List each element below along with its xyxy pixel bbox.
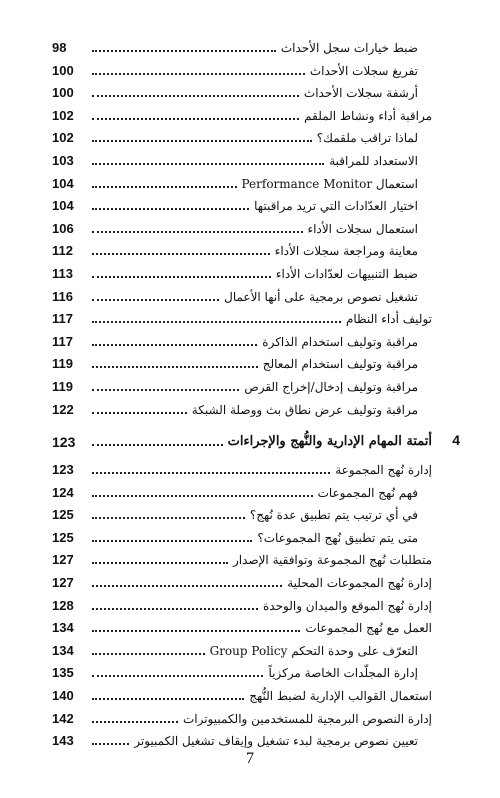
- dot-leader: [92, 365, 258, 368]
- toc-entry-title: اختيار العدّادات التي تريد مراقبتها: [254, 199, 418, 214]
- dot-leader: [92, 516, 245, 519]
- toc-entry: [0, 616, 500, 636]
- toc-entry-page: 112: [52, 243, 73, 259]
- toc-entry-page: 98: [52, 40, 67, 55]
- toc-entry: [0, 81, 500, 101]
- toc-entry-page: 127: [52, 552, 74, 568]
- toc-entry: [0, 594, 500, 614]
- toc-entry: [0, 239, 500, 259]
- toc-entry-page: 113: [52, 266, 73, 281]
- toc-entry: [0, 104, 500, 124]
- toc-entry-title: الاستعداد للمراقبة: [329, 154, 418, 168]
- toc-entry-title: إدارة النصوص البرمجية للمستخدمين والكمبيوترات: [182, 711, 432, 726]
- dot-leader: [92, 607, 258, 610]
- toc-entry-page: 106: [52, 220, 74, 236]
- dot-leader: [92, 720, 178, 723]
- dot-leader: [92, 629, 300, 632]
- toc-entry-title: مراقبة أداء ونشاط الملقم: [304, 108, 432, 123]
- dot-leader: [92, 652, 205, 655]
- dot-leader: [92, 539, 252, 542]
- toc-entry-title: مراقبة وتوليف استخدام الذاكرة: [262, 334, 418, 349]
- page-number: 7: [246, 750, 254, 767]
- toc-entry-title: تفريغ سجلات الأحداث: [309, 63, 418, 78]
- toc-entry-title: استعمال القوالب الإدارية لضبط النُّهج: [249, 689, 432, 703]
- toc-entry-page: 100: [52, 85, 74, 101]
- dot-leader: [92, 443, 223, 446]
- toc-entry: [0, 526, 500, 546]
- toc-entry-page: 117: [52, 311, 73, 327]
- dot-leader: [92, 49, 276, 52]
- toc-entry-title: إدارة نُهج المجموعة: [335, 463, 432, 477]
- dot-leader: [92, 320, 341, 323]
- toc-entry: [0, 126, 500, 146]
- toc-entry: [0, 194, 500, 214]
- dot-leader: [92, 185, 237, 188]
- toc-entry-title: مراقبة وتوليف إدخال/إخراج القرص: [244, 380, 418, 394]
- toc-entry: [0, 352, 500, 372]
- toc-entry-page: 125: [52, 507, 74, 523]
- toc-entry-page: 100: [52, 62, 74, 78]
- dot-leader: [92, 72, 305, 75]
- toc-entry-page: 102: [52, 107, 74, 123]
- dot-leader: [92, 411, 187, 414]
- toc-entry-title: إدارة نُهج المجموعات المحلية: [287, 576, 432, 590]
- toc-entry: [0, 375, 500, 395]
- toc-entry-page: 117: [52, 333, 73, 349]
- toc-entry: [0, 548, 500, 568]
- toc-entry: [0, 172, 500, 192]
- toc-entry: [0, 503, 500, 523]
- dot-leader: [92, 275, 271, 278]
- dot-leader: [92, 584, 282, 587]
- toc-entry: [0, 661, 500, 681]
- chapter-title: أتمتة المهام الإدارية والنُّهج والإجراءات: [227, 434, 432, 449]
- toc-entry-title: إدارة نُهج الموقع والميدان والوحدة: [263, 598, 432, 613]
- toc-entry-page: 122: [52, 401, 74, 417]
- chapter-number: 4: [452, 432, 460, 448]
- dot-leader: [92, 207, 249, 210]
- dot-leader: [92, 697, 244, 700]
- toc-entry-title: استعمال سجلات الأداء: [307, 221, 418, 236]
- toc-entry-page: 142: [52, 710, 74, 726]
- toc-entry-title: مراقبة وتوليف استخدام المعالج: [262, 357, 418, 372]
- toc-entry-page: 119: [52, 379, 73, 394]
- toc-entry: [0, 285, 500, 305]
- dot-leader: [92, 298, 219, 301]
- toc-entry-title: ضبط التنبيهات لعدّادات الأداء: [275, 267, 418, 281]
- toc-entry-page: 116: [52, 288, 73, 304]
- toc-entry-title: في أي ترتيب يتم تطبيق عدة نُهج؟: [249, 508, 418, 523]
- toc-entry-title: متطلبات نُهج المجموعة وتوافقية الإصدار: [232, 553, 432, 568]
- toc-entry: [0, 398, 500, 418]
- toc-entry-title: مراقبة وتوليف عرض نطاق بث ووصلة الشبكة: [191, 402, 418, 417]
- toc-entry-title: لماذا تراقب ملقمك؟: [316, 131, 418, 146]
- toc-entry: [0, 458, 500, 478]
- dot-leader: [92, 388, 239, 391]
- toc-entry-title: تشغيل نصوص برمجية على أنها الأعمال: [224, 289, 418, 304]
- toc-entry-title: توليف أداء النظام: [345, 312, 432, 327]
- toc-entry: [0, 481, 500, 501]
- toc-entry-page: 119: [52, 356, 73, 372]
- toc-entry-title: استعمال Performance Monitor: [241, 176, 418, 191]
- dot-leader: [92, 162, 324, 165]
- toc-entry: [0, 36, 500, 56]
- dot-leader: [92, 561, 228, 564]
- dot-leader: [92, 742, 129, 745]
- toc-entry-title: العمل مع نُهج المجموعات: [305, 621, 432, 636]
- toc-entry: [0, 639, 500, 659]
- toc-entry-page: 104: [52, 175, 74, 191]
- toc-entry-title: إدارة المجلّدات الخاصة مركزياً: [268, 666, 418, 681]
- toc-entry: [0, 571, 500, 591]
- toc-entry-title: ضبط خيارات سجل الأحداث: [280, 41, 418, 55]
- toc-entry: [0, 307, 500, 327]
- toc-entry: [0, 217, 500, 237]
- toc-entry-page: 102: [52, 130, 74, 146]
- toc-entry-page: 140: [52, 688, 74, 703]
- toc-entry: [0, 707, 500, 727]
- dot-leader: [92, 252, 270, 255]
- toc-entry-page: 127: [52, 575, 74, 590]
- toc-entry-page: 123: [52, 462, 74, 477]
- toc-entry-page: 143: [52, 733, 74, 749]
- dot-leader: [92, 230, 303, 233]
- toc-entry-title: متى يتم تطبيق نُهج المجموعات؟: [257, 530, 418, 545]
- toc-entry-page: 135: [52, 665, 74, 681]
- toc-entry: [0, 330, 500, 350]
- toc-entry-page: 134: [52, 642, 74, 658]
- toc-entry-page: 104: [52, 198, 74, 214]
- dot-leader: [92, 117, 299, 120]
- toc-entry-page: 125: [52, 529, 74, 545]
- chapter-page-number: 123: [52, 434, 76, 450]
- dot-leader: [92, 471, 330, 474]
- toc-entry: [0, 59, 500, 79]
- toc-entry-page: 128: [52, 597, 74, 613]
- toc-entry-title: التعرّف على وحدة التحكم Group Policy: [209, 643, 418, 658]
- toc-entry: [0, 729, 500, 749]
- toc-entry-page: 134: [52, 620, 74, 636]
- dot-leader: [92, 674, 263, 677]
- toc-entry-title: معاينة ومراجعة سجلات الأداء: [274, 244, 418, 259]
- toc-entry-title: أرشفة سجلات الأحداث: [303, 86, 418, 101]
- toc-entry-title: فهم نُهج المجموعات: [317, 485, 418, 500]
- toc-entry-title: تعيين نصوص برمجية لبدء تشغيل وإيقاف تشغيل الكمبيوتر: [134, 734, 418, 749]
- dot-leader: [92, 139, 312, 142]
- dot-leader: [92, 343, 257, 346]
- toc-entry: [0, 149, 500, 169]
- dot-leader: [92, 94, 299, 97]
- toc-entry: [0, 684, 500, 704]
- toc-chapter-heading: [0, 430, 500, 450]
- dot-leader: [92, 494, 313, 497]
- toc-entry-page: 124: [52, 484, 74, 500]
- toc-entry-page: 103: [52, 153, 74, 168]
- toc-entry: [0, 262, 500, 282]
